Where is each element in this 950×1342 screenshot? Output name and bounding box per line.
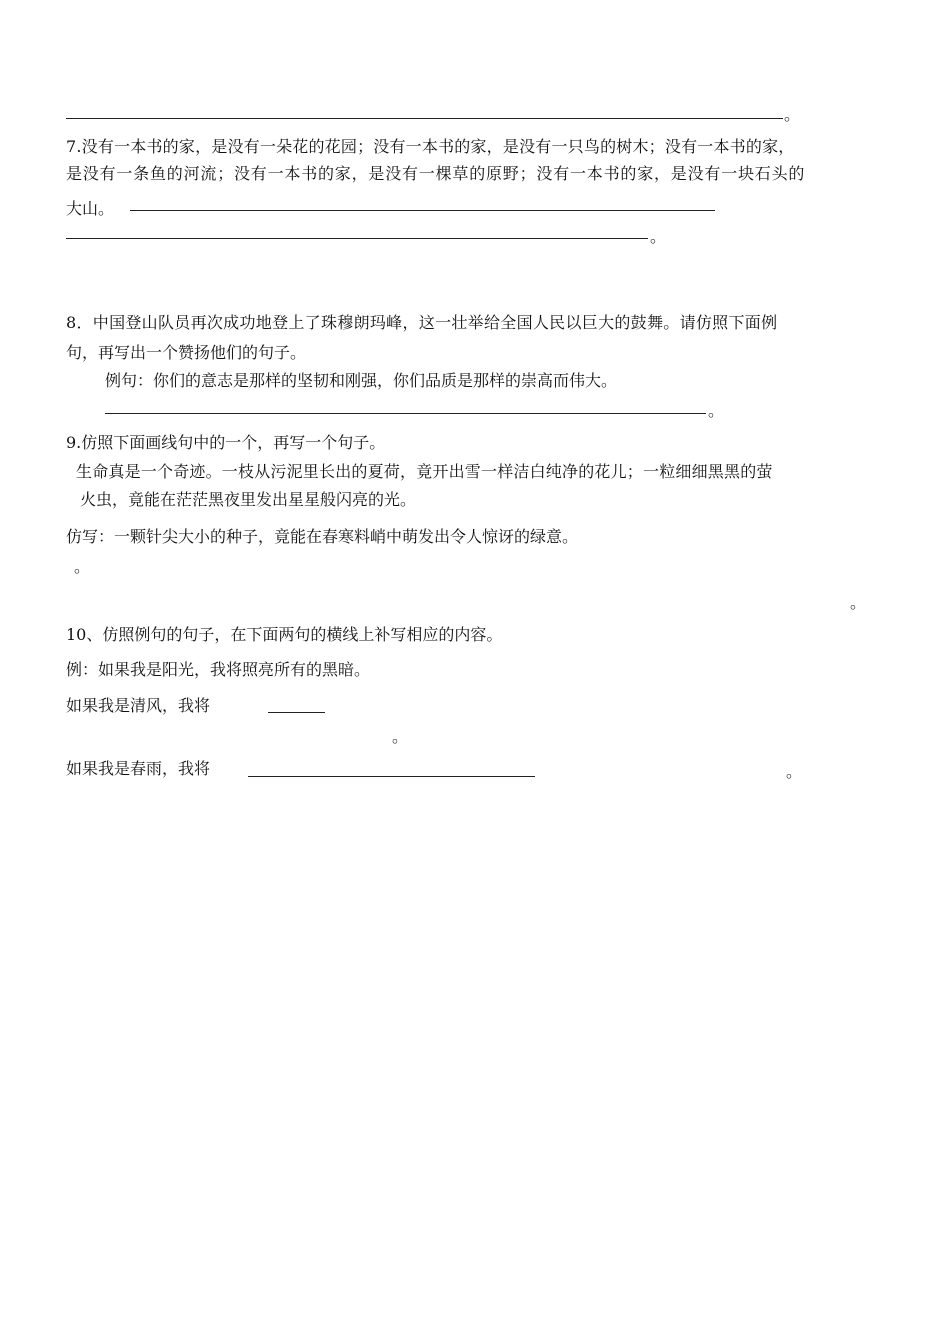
answer-line-top[interactable]: [66, 118, 783, 119]
q7-answer-line-1[interactable]: [130, 210, 715, 211]
q8-example: 例句：你们的意志是那样的坚韧和刚强，你们品质是那样的崇高而伟大。: [105, 371, 618, 390]
q9-period-2: 。: [850, 593, 867, 612]
q8-answer-line[interactable]: [105, 413, 706, 414]
q10-title: 10、仿照例句的句子，在下面两句的横线上补写相应的内容。: [66, 625, 503, 644]
q10-answer-line-1[interactable]: [268, 712, 325, 713]
q10-period-2: 。: [786, 762, 803, 781]
q10-prompt-2: 如果我是春雨，我将: [66, 759, 211, 778]
q9-line2: 火虫，竟能在茫茫黑夜里发出星星般闪亮的光。: [80, 490, 417, 509]
q9-line1: 生命真是一个奇迹。一枝从污泥里长出的夏荷，竟开出雪一样洁白纯净的花儿；一粒细细黑黑的萤: [76, 462, 773, 481]
q10-period-1: 。: [392, 727, 409, 746]
q10-example: 例：如果我是阳光，我将照亮所有的黑暗。: [66, 660, 371, 679]
q9-imitation: 仿写：一颗针尖大小的种子，竟能在春寒料峭中萌发出令人惊讶的绿意。: [66, 527, 579, 546]
q10-prompt-1: 如果我是清风，我将: [66, 696, 211, 715]
q7-line3: 大山。: [66, 199, 115, 218]
q7-line1: 7.没有一本书的家，是没有一朵花的花园；没有一本书的家，是没有一只鸟的树木；没有一本书的家，: [66, 137, 795, 156]
q7-period: 。: [650, 227, 667, 246]
q9-period-1: 。: [74, 557, 91, 576]
period-top: 。: [784, 105, 801, 124]
q7-line2: 是没有一条鱼的河流；没有一本书的家，是没有一棵草的原野；没有一本书的家，是没有一块石头的: [66, 164, 806, 183]
q8-period: 。: [708, 401, 725, 420]
q7-answer-line-2[interactable]: [66, 238, 648, 239]
q10-answer-line-2[interactable]: [248, 776, 535, 777]
q8-line1: 8．中国登山队员再次成功地登上了珠穆朗玛峰，这一壮举给全国人民以巨大的鼓舞。请仿照下面例: [66, 313, 778, 332]
q8-line2: 句，再写出一个赞扬他们的句子。: [66, 343, 307, 362]
q9-title: 9.仿照下面画线句中的一个，再写一个句子。: [66, 433, 386, 452]
